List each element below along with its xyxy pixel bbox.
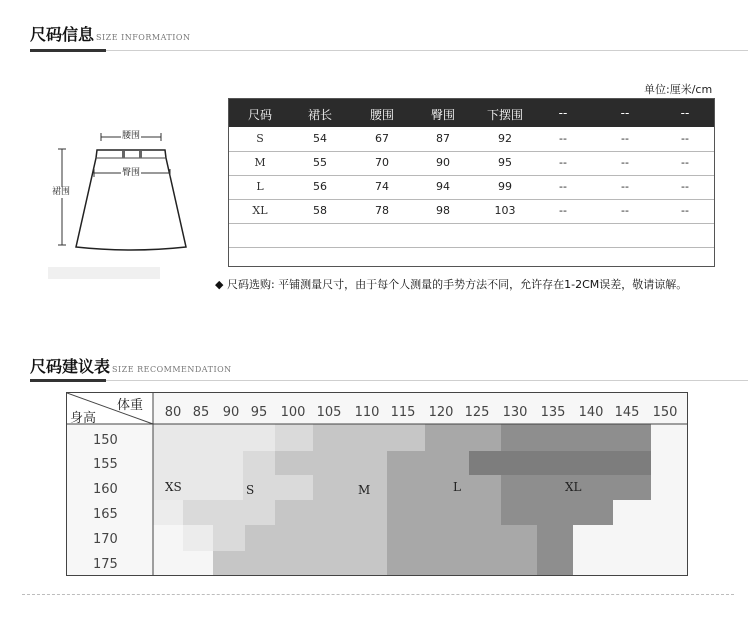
height-tick: 160 (93, 482, 118, 497)
weight-tick: 90 (222, 405, 240, 420)
row-hem: 103 (494, 204, 516, 217)
section-size-info-accent (30, 49, 106, 52)
unit-label: 单位:厘米/cm (644, 83, 713, 96)
height-tick: 175 (93, 557, 118, 572)
row-hip: 98 (436, 204, 450, 217)
weight-tick: 85 (192, 405, 210, 420)
waist-label: 腰围 (122, 131, 141, 141)
weight-tick: 100 (280, 405, 306, 420)
zone-label-s: S (246, 483, 255, 497)
row-col8: -- (681, 204, 689, 217)
row-col8: -- (681, 156, 689, 169)
row-length: 54 (313, 132, 327, 145)
section-size-info-heading: 尺码信息 (30, 25, 95, 44)
section-size-info-rule (30, 50, 748, 51)
section-size-rec-accent (30, 379, 106, 382)
table-row (229, 151, 714, 176)
row-waist: 78 (375, 204, 389, 217)
table-row-empty (229, 223, 714, 248)
row-size: S (256, 132, 264, 145)
row-col6: -- (559, 132, 567, 145)
size-recommendation-chart (66, 392, 688, 576)
row-length: 55 (313, 156, 327, 169)
skirt-drawing (40, 125, 190, 283)
row-hip: 94 (436, 180, 450, 193)
row-col7: -- (621, 132, 629, 145)
row-col7: -- (621, 156, 629, 169)
size-table (228, 98, 715, 267)
size-table-header (229, 99, 714, 127)
row-hem: 95 (498, 156, 512, 169)
weight-tick: 145 (614, 405, 640, 420)
height-axis-label: 身高 (70, 411, 97, 426)
zone-label-l: L (453, 480, 461, 494)
row-col6: -- (559, 156, 567, 169)
row-hip: 90 (436, 156, 450, 169)
row-hem: 99 (498, 180, 512, 193)
weight-tick: 130 (502, 405, 528, 420)
height-tick: 155 (93, 457, 118, 472)
section-size-rec-heading: 尺码建议表 (30, 357, 111, 376)
header-length: 裙长 (307, 108, 332, 122)
weight-tick: 150 (652, 405, 678, 420)
hip-label: 臀围 (122, 168, 141, 178)
table-row (229, 199, 714, 224)
recommendation-grid (67, 393, 688, 576)
row-col7: -- (621, 180, 629, 193)
row-hip: 87 (436, 132, 450, 145)
height-tick: 165 (93, 507, 118, 522)
row-col7: -- (621, 204, 629, 217)
skirt-diagram (40, 125, 190, 283)
weight-tick: 125 (464, 405, 490, 420)
weight-tick: 95 (250, 405, 268, 420)
row-size: L (256, 180, 264, 193)
row-waist: 74 (375, 180, 389, 193)
row-waist: 70 (375, 156, 389, 169)
zone-label-m: M (358, 483, 371, 497)
section-size-rec-title (30, 354, 232, 377)
row-size: M (254, 156, 266, 169)
table-row (229, 127, 714, 152)
weight-tick: 110 (354, 405, 380, 420)
row-waist: 67 (375, 132, 389, 145)
header-waist: 腰围 (369, 108, 394, 122)
zone-label-xl: XL (565, 480, 582, 494)
header-col8: -- (680, 106, 690, 120)
row-hem: 92 (498, 132, 512, 145)
section-size-info-subtitle: SIZE INFORMATION (96, 33, 191, 42)
zone-label-xs: XS (165, 480, 182, 494)
weight-axis-label: 体重 (117, 398, 144, 413)
row-length: 58 (313, 204, 327, 217)
weight-tick: 120 (428, 405, 454, 420)
weight-tick: 115 (390, 405, 416, 420)
row-col6: -- (559, 204, 567, 217)
bottom-divider (22, 594, 734, 595)
header-col6: -- (558, 106, 568, 120)
size-note: ◆ 尺码选购: 平铺测量尺寸，由于每个人测量的手势方法不同，允许存在1-2CM误差，敬请谅解。 (215, 278, 688, 291)
table-row (229, 175, 714, 200)
weight-tick: 80 (164, 405, 182, 420)
row-col8: -- (681, 132, 689, 145)
row-size: XL (252, 204, 268, 217)
weight-tick: 135 (540, 405, 566, 420)
header-col7: -- (620, 106, 630, 120)
height-tick: 170 (93, 532, 118, 547)
header-hem: 下摆围 (486, 108, 523, 122)
row-length: 56 (313, 180, 327, 193)
row-col8: -- (681, 180, 689, 193)
header-hip: 臀围 (430, 108, 455, 122)
length-label: 裙围 (52, 187, 71, 197)
section-size-rec-subtitle: SIZE RECOMMENDATION (112, 365, 232, 374)
section-size-rec-rule (30, 380, 748, 381)
height-tick: 150 (93, 433, 118, 448)
row-col6: -- (559, 180, 567, 193)
weight-tick: 105 (316, 405, 342, 420)
section-size-info-title (30, 22, 190, 45)
weight-tick: 140 (578, 405, 604, 420)
header-size: 尺码 (247, 108, 272, 122)
